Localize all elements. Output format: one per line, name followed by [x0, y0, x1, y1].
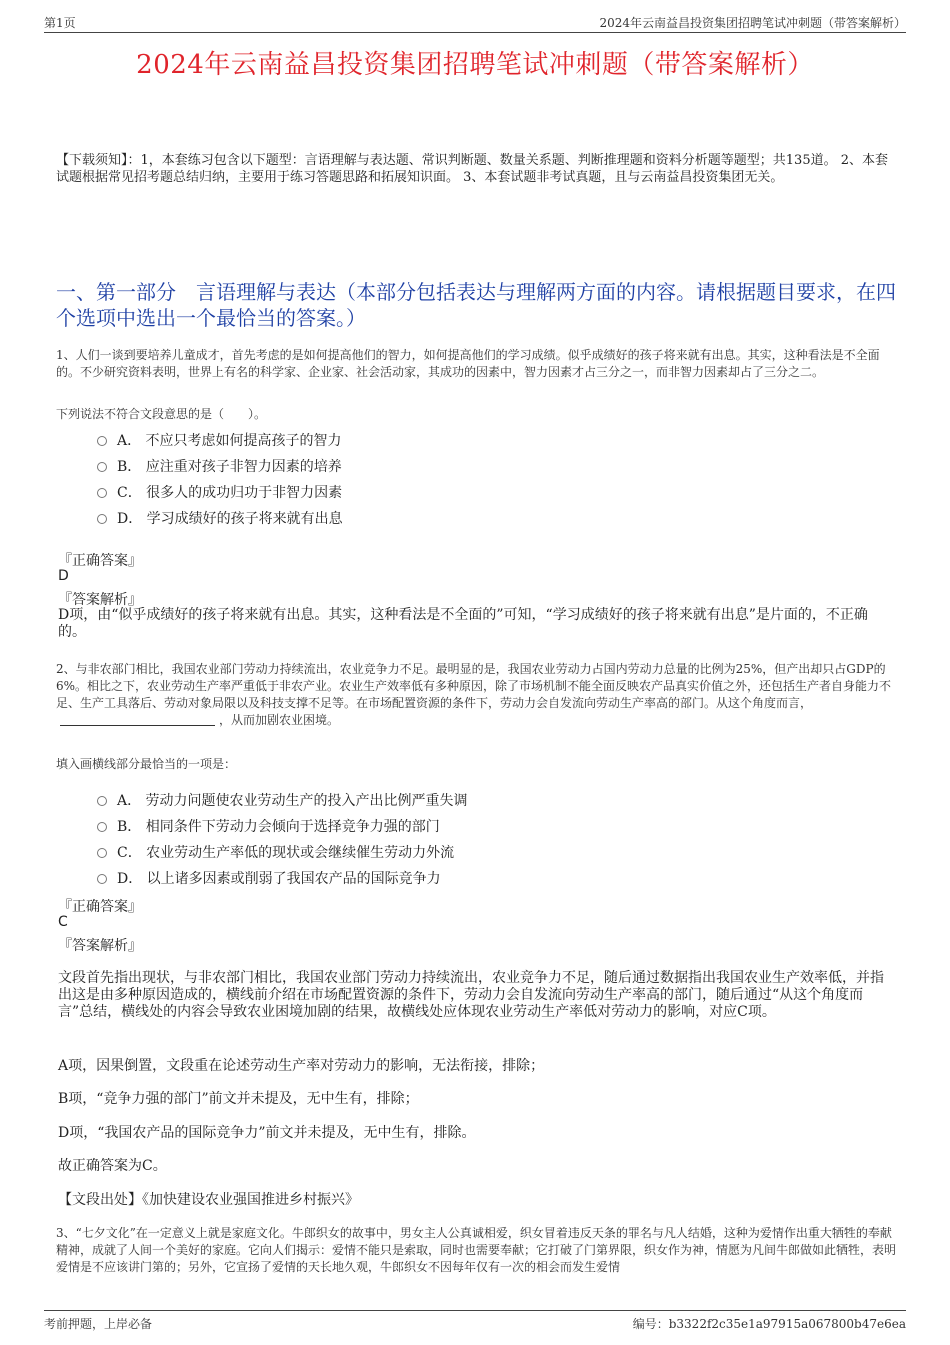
q2-option-b[interactable]: B． 相同条件下劳动力会倾向于选择竞争力强的部门 — [97, 816, 440, 836]
q2-note-b: B项，“竞争力强的部门”前文并未提及，无中生有，排除； — [58, 1091, 419, 1107]
document-title: 2024年云南益昌投资集团招聘笔试冲刺题（带答案解析） — [136, 50, 814, 80]
radio-icon[interactable] — [97, 436, 107, 446]
page-number: 第1页 — [44, 16, 76, 30]
fill-blank — [60, 713, 215, 726]
footer-rule — [44, 1310, 906, 1311]
q2-option-c[interactable]: C． 农业劳动生产率低的现状或会继续催生劳动力外流 — [97, 842, 454, 862]
q2-analysis: 文段首先指出现状，与非农部门相比，我国农业部门劳动力持续流出，农业竞争力不足，随后通过数据指出我国农业生产效率低，并指出这是由多种原因造成的，横线前介绍在市场配置资源的条件下，劳动力会自发流向劳动生产率高的部门，随后通过“从这个角度而言”总结，横线处的内容会导致农业困境加剧的结果，故横线处应体现农业劳动生产率低对劳动力的影响，对应C项。 — [58, 970, 884, 1020]
question-3-stem: 3、“七夕文化”在一定意义上就是家庭文化。牛郎织女的故事中，男女主人公真诚相爱，织女冒着违反天条的罪名与凡人结婚，这种为爱情作出重大牺牲的奉献精神，成就了人间一个美好的家庭。它向人们揭示：爱情不能只是索取，同时也需要奉献；它打破了门第界限，织女作为神，情愿为凡间牛郎做如此牺牲，表明爱情是不应该讲门第的；另外，它宣扬了爱情的天长地久观，牛郎织女不因每年仅有一次的相会而发生爱情 — [56, 1226, 897, 1274]
question-1-stem: 1、人们一谈到要培养儿童成才，首先考虑的是如何提高他们的智力，如何提高他们的学习成绩。似乎成绩好的孩子将来就有出息。其实，这种看法是不全面的。不少研究资料表明，世界上有名的科学家、企业家、社会活动家，其成功的因素中，智力因素才占三分之一，而非智力因素却占了三分之二。 — [56, 348, 880, 379]
q2-conclusion: 故正确答案为C。 — [58, 1158, 167, 1174]
radio-icon[interactable] — [97, 822, 107, 832]
q2-answer-label: 『正确答案』 — [58, 899, 142, 915]
question-1-prompt: 下列说法不符合文段意思的是（ ）。 — [56, 407, 267, 421]
radio-icon[interactable] — [97, 462, 107, 472]
q2-answer: C — [58, 914, 68, 930]
q1-option-d[interactable]: D． 学习成绩好的孩子将来就有出息 — [97, 508, 343, 528]
radio-icon[interactable] — [97, 514, 107, 524]
q2-option-d[interactable]: D． 以上诸多因素或削弱了我国农产品的国际竞争力 — [97, 868, 441, 888]
header-rule — [44, 32, 906, 33]
radio-icon[interactable] — [97, 874, 107, 884]
q2-option-a[interactable]: A． 劳动力问题使农业劳动生产的投入产出比例严重失调 — [97, 790, 468, 810]
q2-source: 【文段出处】《加快建设农业强国推进乡村振兴》 — [58, 1192, 359, 1208]
question-2-stem: 2、与非农部门相比，我国农业部门劳动力持续流出，农业竞争力不足。最明显的是，我国农业劳动力占国内劳动力总量的比例为25%，但产出却只占GDP的6%。相比之下，农业劳动生产率严重低于非农产业。农业生产效率低有多种原因，除了市场机制不能全面反映农产品真实价值之外，还包括生产者自身能力不足、生产工具落后、劳动对象局限以及科技支撑不足等。在市场配置资源的条件下，劳动力会自发流向劳动生产率高的部门。从这个角度而言，，从而加剧农业困境。 — [56, 662, 892, 727]
radio-icon[interactable] — [97, 488, 107, 498]
footer-slogan: 考前押题，上岸必备 — [44, 1317, 153, 1331]
radio-icon[interactable] — [97, 796, 107, 806]
q1-option-a[interactable]: A． 不应只考虑如何提高孩子的智力 — [97, 430, 342, 450]
q1-answer: D — [58, 568, 69, 584]
running-title: 2024年云南益昌投资集团招聘笔试冲刺题（带答案解析） — [599, 16, 906, 30]
download-notice: 【下载须知】：1，本套练习包含以下题型：言语理解与表达题、常识判断题、数量关系题、判断推理题和资料分析题等题型；共135道。 2、本套试题根据常见招考题总结归纳，主要用于练习答题思路和拓展知识面。 3、本套试题非考试真题，且与云南益昌投资集团无关。 — [56, 153, 888, 185]
q1-option-c[interactable]: C． 很多人的成功归功于非智力因素 — [97, 482, 342, 502]
q2-analysis-label: 『答案解析』 — [58, 938, 142, 954]
section-heading: 一、第一部分 言语理解与表达（本部分包括表达与理解两方面的内容。请根据题目要求，在四个选项中选出一个最恰当的答案。） — [56, 280, 896, 330]
q1-answer-label: 『正确答案』 — [58, 553, 142, 569]
question-2-prompt: 填入画横线部分最恰当的一项是： — [56, 757, 237, 771]
q2-note-a: A项，因果倒置，文段重在论述劳动生产率对劳动力的影响，无法衔接，排除； — [58, 1058, 545, 1074]
q1-analysis: D项，由“似乎成绩好的孩子将来就有出息。其实，这种看法是不全面的”可知，“学习成绩好的孩子将来就有出息”是片面的，不正确的。 — [58, 607, 868, 640]
q1-analysis-label: 『答案解析』 — [58, 592, 142, 608]
radio-icon[interactable] — [97, 848, 107, 858]
q2-note-d: D项，“我国农产品的国际竞争力”前文并未提及，无中生有，排除。 — [58, 1125, 476, 1141]
document-id: 编号：b3322f2c35e1a97915a067800b47e6ea — [632, 1317, 906, 1331]
q1-option-b[interactable]: B． 应注重对孩子非智力因素的培养 — [97, 456, 342, 476]
